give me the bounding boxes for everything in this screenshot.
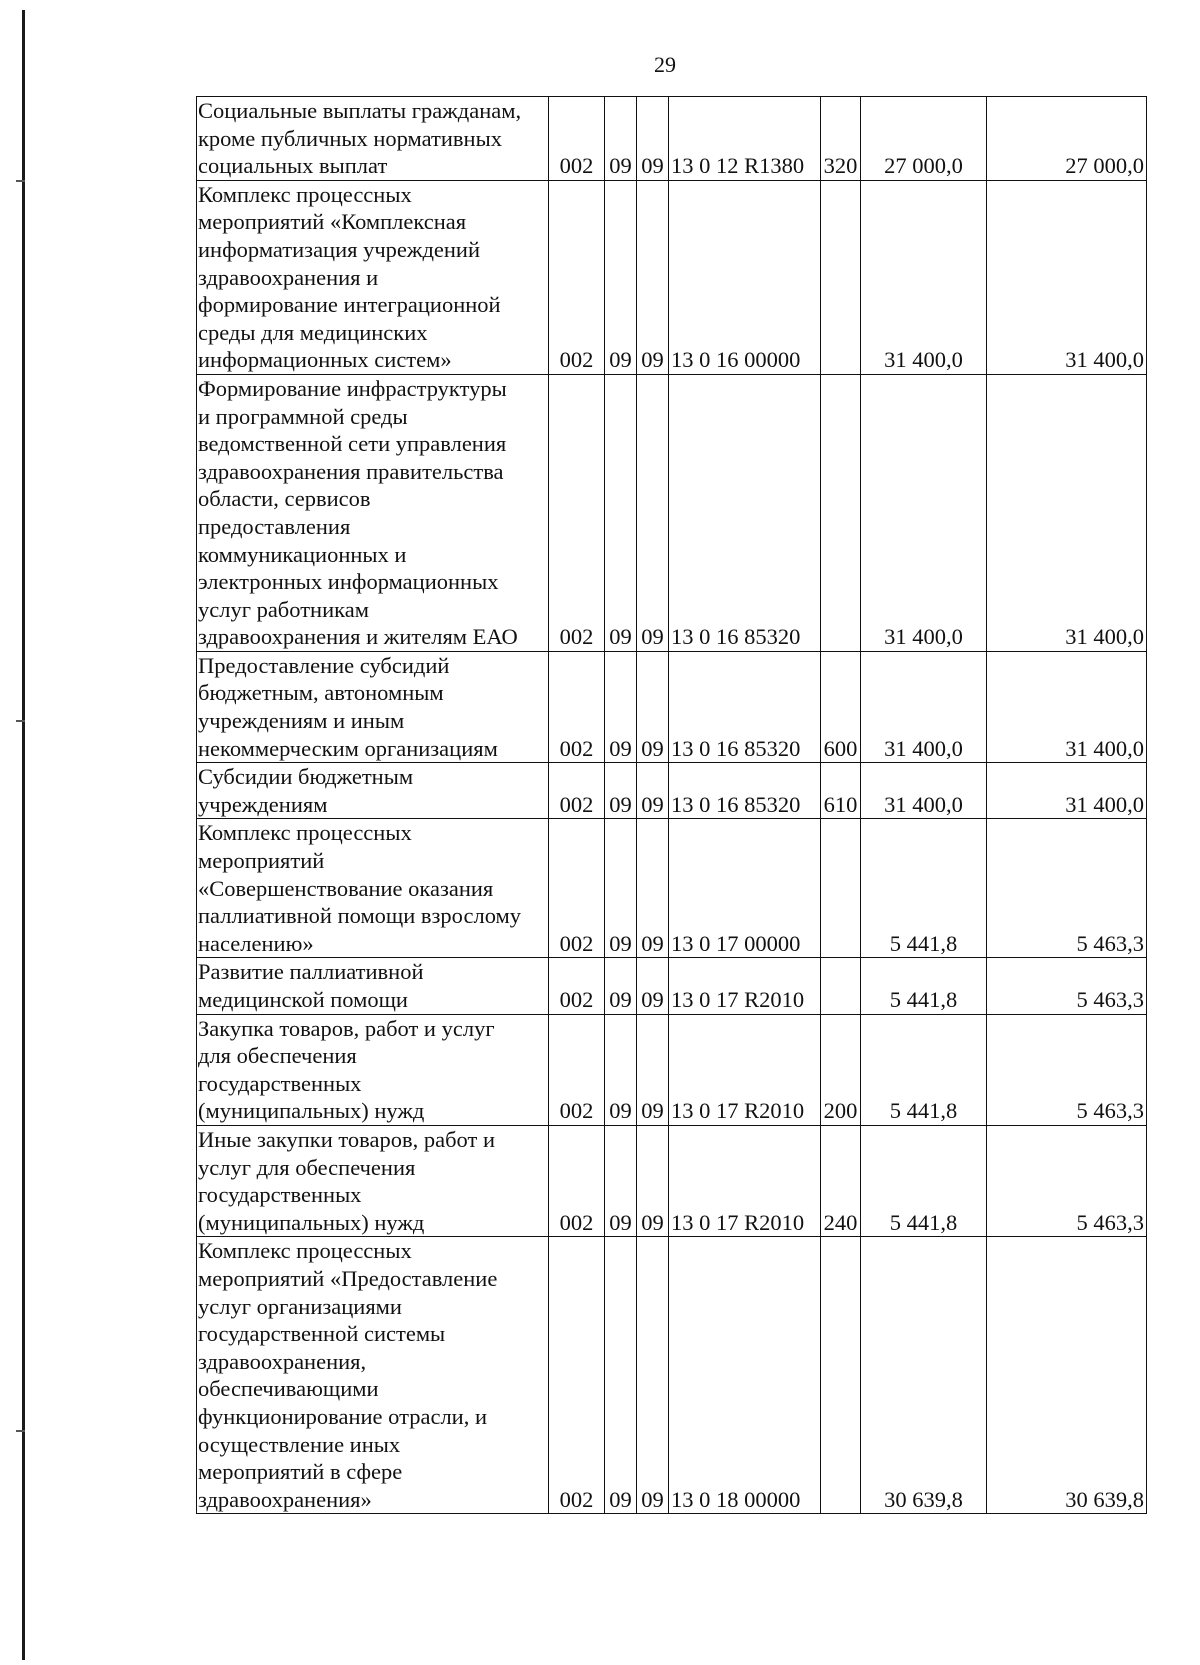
item-name-line: Развитие паллиативной bbox=[198, 959, 424, 985]
target-article-cell: 13 0 12 R1380 bbox=[669, 97, 821, 181]
scan-edge-line bbox=[22, 10, 25, 1660]
section-code-cell: 09 bbox=[605, 1125, 637, 1236]
section-code-cell: 09 bbox=[605, 819, 637, 958]
target-article-cell: 13 0 16 85320 bbox=[669, 763, 821, 819]
item-name-cell bbox=[197, 180, 549, 374]
budget-table bbox=[196, 96, 1147, 1514]
table-row bbox=[197, 1125, 1147, 1236]
section-code-cell: 09 bbox=[605, 651, 637, 762]
expense-type-cell: 610 bbox=[821, 763, 861, 819]
expense-type-cell bbox=[821, 958, 861, 1014]
item-name-line: Иные закупки товаров, работ и bbox=[198, 1126, 496, 1152]
item-name-line: государственной системы bbox=[198, 1321, 446, 1347]
table-row bbox=[197, 374, 1147, 651]
item-name-line: Предоставление субсидий bbox=[198, 652, 450, 678]
amount-year1-cell: 30 639,8 bbox=[861, 1237, 987, 1514]
table-row bbox=[197, 763, 1147, 819]
item-name-line: «Совершенствование оказания bbox=[198, 875, 494, 901]
admin-code-cell: 002 bbox=[549, 819, 605, 958]
table-row bbox=[197, 651, 1147, 762]
admin-code-cell: 002 bbox=[549, 763, 605, 819]
amount-year1-cell: 27 000,0 bbox=[861, 97, 987, 181]
item-name-cell bbox=[197, 1014, 549, 1125]
admin-code-cell: 002 bbox=[549, 1014, 605, 1125]
item-name-line: электронных информационных bbox=[198, 569, 499, 595]
scan-mark bbox=[16, 180, 25, 182]
item-name-line: услуг организациями bbox=[198, 1293, 402, 1319]
item-name-line: информатизация учреждений bbox=[198, 236, 481, 262]
amount-year1-cell: 5 441,8 bbox=[861, 819, 987, 958]
admin-code-cell: 002 bbox=[549, 651, 605, 762]
subsection-code-cell: 09 bbox=[637, 97, 669, 181]
item-name-line: Закупка товаров, работ и услуг bbox=[198, 1015, 495, 1041]
item-name-cell bbox=[197, 819, 549, 958]
table-row bbox=[197, 180, 1147, 374]
amount-year1-cell: 31 400,0 bbox=[861, 180, 987, 374]
item-name-line: услуг работникам bbox=[198, 596, 369, 622]
target-article-cell: 13 0 17 R2010 bbox=[669, 958, 821, 1014]
scan-mark bbox=[16, 720, 25, 722]
section-code-cell: 09 bbox=[605, 1237, 637, 1514]
item-name-line: коммуникационных и bbox=[198, 541, 407, 567]
amount-year1-cell: 5 441,8 bbox=[861, 958, 987, 1014]
item-name-line: (муниципальных) нужд bbox=[198, 1209, 425, 1235]
admin-code-cell: 002 bbox=[549, 180, 605, 374]
expense-type-cell bbox=[821, 374, 861, 651]
amount-year1-cell: 31 400,0 bbox=[861, 374, 987, 651]
item-name-line: функционирование отрасли, и bbox=[198, 1403, 488, 1429]
item-name-line: здравоохранения и bbox=[198, 264, 379, 290]
item-name-line: обеспечивающими bbox=[198, 1376, 379, 1402]
subsection-code-cell: 09 bbox=[637, 651, 669, 762]
item-name-line: Комплекс процессных bbox=[198, 181, 412, 207]
amount-year1-cell: 31 400,0 bbox=[861, 651, 987, 762]
item-name-line: Формирование инфраструктуры bbox=[198, 375, 507, 401]
target-article-cell: 13 0 16 85320 bbox=[669, 651, 821, 762]
item-name-cell bbox=[197, 651, 549, 762]
item-name-line: социальных выплат bbox=[198, 153, 388, 179]
table-row bbox=[197, 819, 1147, 958]
item-name-line: предоставления bbox=[198, 513, 351, 539]
item-name-line: информационных систем» bbox=[198, 347, 452, 373]
item-name-line: области, сервисов bbox=[198, 486, 371, 512]
item-name-line: услуг для обеспечения bbox=[198, 1154, 416, 1180]
item-name-line: осуществление иных bbox=[198, 1431, 401, 1457]
item-name-line: здравоохранения, bbox=[198, 1348, 367, 1374]
admin-code-cell: 002 bbox=[549, 1125, 605, 1236]
table-row bbox=[197, 958, 1147, 1014]
table-row bbox=[197, 97, 1147, 181]
target-article-cell: 13 0 17 R2010 bbox=[669, 1014, 821, 1125]
amount-year1-cell: 5 441,8 bbox=[861, 1125, 987, 1236]
section-code-cell: 09 bbox=[605, 374, 637, 651]
amount-year2-cell: 31 400,0 bbox=[987, 180, 1147, 374]
table-row bbox=[197, 1014, 1147, 1125]
subsection-code-cell: 09 bbox=[637, 1125, 669, 1236]
item-name-cell bbox=[197, 374, 549, 651]
item-name-line: здравоохранения» bbox=[198, 1486, 372, 1512]
subsection-code-cell: 09 bbox=[637, 374, 669, 651]
section-code-cell: 09 bbox=[605, 763, 637, 819]
admin-code-cell: 002 bbox=[549, 958, 605, 1014]
amount-year1-cell: 31 400,0 bbox=[861, 763, 987, 819]
item-name-line: для обеспечения bbox=[198, 1043, 357, 1069]
amount-year2-cell: 31 400,0 bbox=[987, 651, 1147, 762]
item-name-line: Субсидии бюджетным bbox=[198, 764, 414, 790]
section-code-cell: 09 bbox=[605, 97, 637, 181]
amount-year2-cell: 31 400,0 bbox=[987, 763, 1147, 819]
subsection-code-cell: 09 bbox=[637, 180, 669, 374]
admin-code-cell: 002 bbox=[549, 1237, 605, 1514]
item-name-line: Комплекс процессных bbox=[198, 820, 412, 846]
expense-type-cell: 200 bbox=[821, 1014, 861, 1125]
item-name-line: мероприятий «Предоставление bbox=[198, 1265, 498, 1291]
item-name-line: и программной среды bbox=[198, 403, 408, 429]
amount-year2-cell: 5 463,3 bbox=[987, 958, 1147, 1014]
item-name-cell bbox=[197, 1125, 549, 1236]
expense-type-cell bbox=[821, 819, 861, 958]
subsection-code-cell: 09 bbox=[637, 1014, 669, 1125]
item-name-line: паллиативной помощи взрослому bbox=[198, 903, 522, 929]
admin-code-cell: 002 bbox=[549, 374, 605, 651]
item-name-line: мероприятий bbox=[198, 848, 325, 874]
expense-type-cell: 240 bbox=[821, 1125, 861, 1236]
amount-year2-cell: 27 000,0 bbox=[987, 97, 1147, 181]
item-name-line: здравоохранения и жителям ЕАО bbox=[198, 624, 518, 650]
subsection-code-cell: 09 bbox=[637, 819, 669, 958]
expense-type-cell: 600 bbox=[821, 651, 861, 762]
subsection-code-cell: 09 bbox=[637, 763, 669, 819]
target-article-cell: 13 0 16 85320 bbox=[669, 374, 821, 651]
item-name-cell bbox=[197, 97, 549, 181]
item-name-line: учреждениям bbox=[198, 791, 328, 817]
item-name-line: мероприятий «Комплексная bbox=[198, 209, 467, 235]
table-row bbox=[197, 1237, 1147, 1514]
admin-code-cell: 002 bbox=[549, 97, 605, 181]
page-number: 29 bbox=[654, 52, 676, 77]
item-name-line: учреждениям и иным bbox=[198, 708, 405, 734]
item-name-line: ведомственной сети управления bbox=[198, 431, 507, 457]
expense-type-cell bbox=[821, 180, 861, 374]
item-name-cell bbox=[197, 1237, 549, 1514]
item-name-line: бюджетным, автономным bbox=[198, 680, 444, 706]
subsection-code-cell: 09 bbox=[637, 958, 669, 1014]
item-name-cell bbox=[197, 763, 549, 819]
item-name-line: среды для медицинских bbox=[198, 319, 428, 345]
amount-year1-cell: 5 441,8 bbox=[861, 1014, 987, 1125]
section-code-cell: 09 bbox=[605, 180, 637, 374]
item-name-line: медицинской помощи bbox=[198, 987, 408, 1012]
scan-mark bbox=[16, 1430, 25, 1432]
amount-year2-cell: 5 463,3 bbox=[987, 1014, 1147, 1125]
amount-year2-cell: 31 400,0 bbox=[987, 374, 1147, 651]
item-name-cell bbox=[197, 958, 549, 1014]
target-article-cell: 13 0 17 00000 bbox=[669, 819, 821, 958]
section-code-cell: 09 bbox=[605, 958, 637, 1014]
item-name-line: (муниципальных) нужд bbox=[198, 1098, 425, 1124]
section-code-cell: 09 bbox=[605, 1014, 637, 1125]
amount-year2-cell: 5 463,3 bbox=[987, 1125, 1147, 1236]
item-name-line: государственных bbox=[198, 1182, 362, 1208]
subsection-code-cell: 09 bbox=[637, 1237, 669, 1514]
item-name-line: Социальные выплаты гражданам, bbox=[198, 98, 522, 123]
item-name-line: некоммерческим организациям bbox=[198, 735, 498, 761]
budget-table-body bbox=[197, 97, 1147, 1514]
item-name-line: кроме публичных нормативных bbox=[198, 125, 502, 151]
item-name-line: формирование интеграционной bbox=[198, 292, 501, 318]
target-article-cell: 13 0 16 00000 bbox=[669, 180, 821, 374]
item-name-line: мероприятий в сфере bbox=[198, 1459, 403, 1485]
target-article-cell: 13 0 18 00000 bbox=[669, 1237, 821, 1514]
item-name-line: Комплекс процессных bbox=[198, 1238, 412, 1264]
item-name-line: населению» bbox=[198, 930, 314, 956]
item-name-line: здравоохранения правительства bbox=[198, 458, 504, 484]
item-name-line: государственных bbox=[198, 1070, 362, 1096]
expense-type-cell bbox=[821, 1237, 861, 1514]
amount-year2-cell: 5 463,3 bbox=[987, 819, 1147, 958]
target-article-cell: 13 0 17 R2010 bbox=[669, 1125, 821, 1236]
amount-year2-cell: 30 639,8 bbox=[987, 1237, 1147, 1514]
expense-type-cell: 320 bbox=[821, 97, 861, 181]
